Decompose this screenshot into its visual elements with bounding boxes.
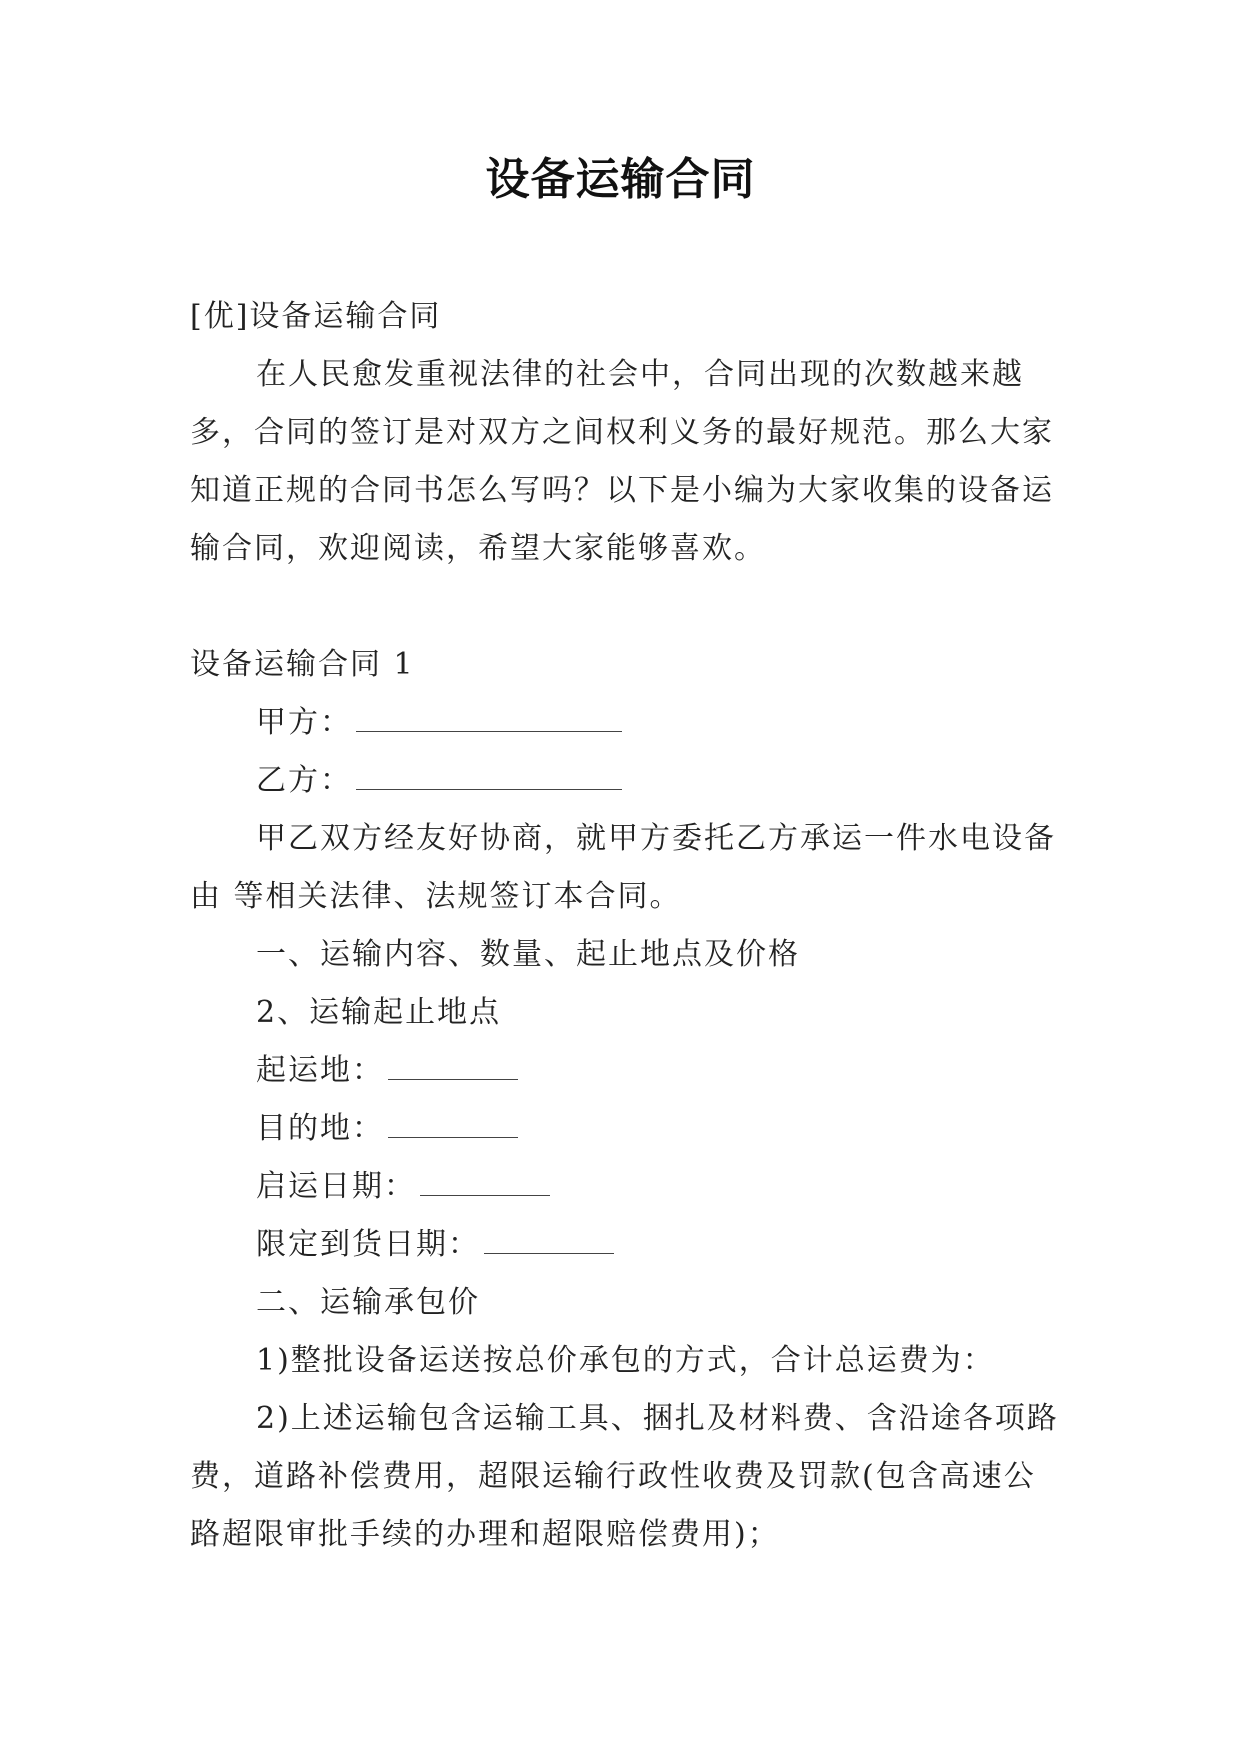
preamble-paragraph: 甲乙双方经友好协商，就甲方委托乙方承运一件水电设备由 等相关法律、法规签订本合同。 — [190, 821, 1056, 914]
party-b-blank — [356, 763, 622, 790]
section2-heading: 二、运输承包价 — [256, 1285, 480, 1320]
party-a-label: 甲方： — [256, 705, 352, 740]
origin-blank — [388, 1053, 518, 1080]
destination-blank — [388, 1111, 518, 1138]
contract-heading: 设备运输合同 1 — [190, 647, 415, 682]
deadline-line — [190, 1216, 1060, 1274]
section1-item2: 2、运输起止地点 — [256, 995, 502, 1030]
start-date-blank — [420, 1169, 550, 1196]
party-b-line — [190, 752, 1060, 810]
clause-1: 1)整批设备运送按总价承包的方式，合计总运费为： — [256, 1343, 995, 1378]
document-title: 设备运输合同 — [485, 154, 756, 205]
start-date-label: 启运日期： — [256, 1169, 416, 1204]
party-a-line — [190, 694, 1060, 752]
intro-paragraph: 在人民愈发重视法律的社会中，合同出现的次数越来越多，合同的签订是对双方之间权利义务的最好规范。那么大家知道正规的合同书怎么写吗？以下是小编为大家收集的设备运输合同，欢迎阅读，希望大家能够喜欢。 — [190, 357, 1054, 566]
deadline-label: 限定到货日期： — [256, 1227, 480, 1262]
party-a-blank — [356, 705, 622, 732]
spacer — [190, 578, 1060, 636]
origin-label: 起运地： — [256, 1053, 384, 1088]
subtitle: [优]设备运输合同 — [190, 299, 442, 334]
party-b-label: 乙方： — [256, 763, 352, 798]
origin-line — [190, 1042, 1060, 1100]
destination-label: 目的地： — [256, 1111, 384, 1146]
destination-line — [190, 1100, 1060, 1158]
start-date-line — [190, 1158, 1060, 1216]
deadline-blank — [484, 1227, 614, 1254]
clause-2: 2)上述运输包含运输工具、捆扎及材料费、含沿途各项路费，道路补偿费用，超限运输行政性收费及罚款(包含高速公路超限审批手续的办理和超限赔偿费用)； — [190, 1401, 1059, 1552]
section1-heading: 一、运输内容、数量、起止地点及价格 — [256, 937, 800, 972]
document-body — [190, 288, 1060, 1564]
